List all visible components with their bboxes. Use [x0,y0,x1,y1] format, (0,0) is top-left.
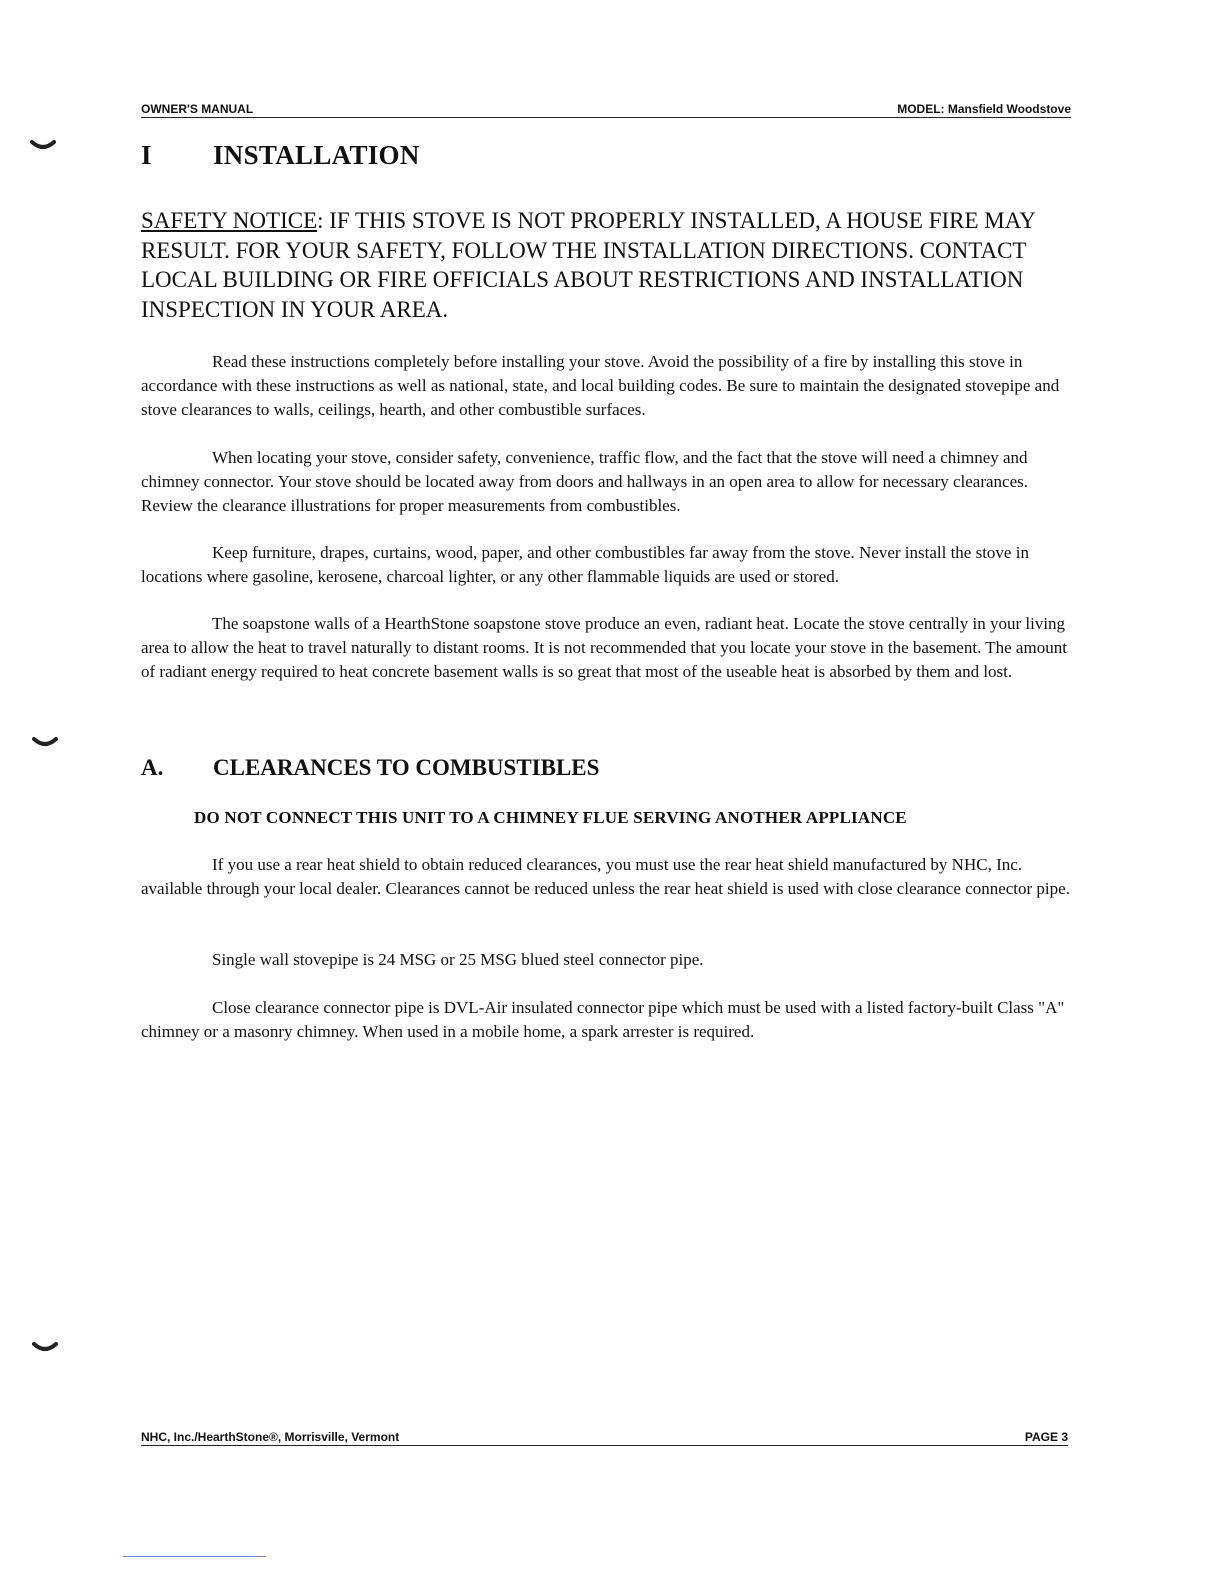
intro-paragraph: Read these instructions completely before installing your stove. Avoid the possibility of a fire by installing this stove in accordance with these instructions as well as national, state, and local building codes. Be sure to maintain the designated stovepipe and stove clearances to walls, ceilings, hearth, and other combustible surfaces. [141,352,1060,419]
safety-notice-text: : IF THIS STOVE IS NOT PROPERLY INSTALLED, A HOUSE FIRE MAY RESULT. FOR YOUR SAFETY, FOLLOW THE INSTALLATION DIRECTIONS. CONTACT LOCAL BUILDING OR FIRE OFFICIALS ABOUT RESTRICTIONS AND INSTALLATION INSPECTION IN YOUR AREA. [141,208,1036,322]
footer-page-number: PAGE 3 [1024,1430,1068,1444]
subsection-title-text: CLEARANCES TO COMBUSTIBLES [213,755,600,780]
running-header [141,100,1071,118]
safety-notice [141,206,1076,324]
header-model-label: MODEL: Mansfield Woodstove [897,102,1071,116]
section-title-text: INSTALLATION [213,140,420,170]
binder-mark [32,735,58,751]
intro-paragraph: Keep furniture, drapes, curtains, wood, paper, and other combustibles far away from the stove. Never install the stove in locations where gasoline, kerosene, charcoal lighter, or any other flammable liquids are used or stored. [141,543,1029,586]
clearance-paragraph: Close clearance connector pipe is DVL-Air insulated connector pipe which must be used with a listed factory-built Class "A" chimney or a masonry chimney. When used in a mobile home, a spark arrester is required. [141,998,1065,1041]
intro-paragraph: When locating your stove, consider safety, convenience, traffic flow, and the fact that the stove will need a chimney and chimney connector. Your stove should be located away from doors and hallways in an open area to allow for necessary clearances. Review the clearance illustrations for proper measurements from combustibles. [141,448,1029,515]
header-manual-label: OWNER'S MANUAL [141,102,254,116]
section-number: I [141,140,152,170]
clearance-paragraph: If you use a rear heat shield to obtain reduced clearances, you must use the rear heat shield manufactured by NHC, Inc. available through your local dealer. Clearances cannot be reduced unless the rear heat shield is used with close clearance connector pipe. [141,855,1070,898]
binder-mark [30,138,56,154]
clearance-paragraph: Single wall stovepipe is 24 MSG or 25 MSG blued steel connector pipe. [212,950,704,969]
subsection-number: A. [141,755,164,780]
binder-mark [32,1340,58,1356]
scan-artifact-line [123,1556,266,1557]
section-title [141,140,420,171]
subsection-title [141,755,599,781]
running-footer [141,1428,1068,1446]
intro-paragraph: The soapstone walls of a HearthStone soapstone stove produce an even, radiant heat. Locate the stove centrally in your living area to allow the heat to travel naturally to distant rooms. It is not recommended that you locate your stove in the basement. The amount of radiant energy required to heat concrete basement walls is so great that most of the useable heat is absorbed by them and lost. [141,614,1067,681]
footer-company-label: NHC, Inc./HearthStone®, Morrisville, Vermont [141,1430,400,1444]
safety-notice-label: SAFETY NOTICE [141,208,318,233]
chimney-warning: DO NOT CONNECT THIS UNIT TO A CHIMNEY FLUE SERVING ANOTHER APPLIANCE [194,808,907,827]
